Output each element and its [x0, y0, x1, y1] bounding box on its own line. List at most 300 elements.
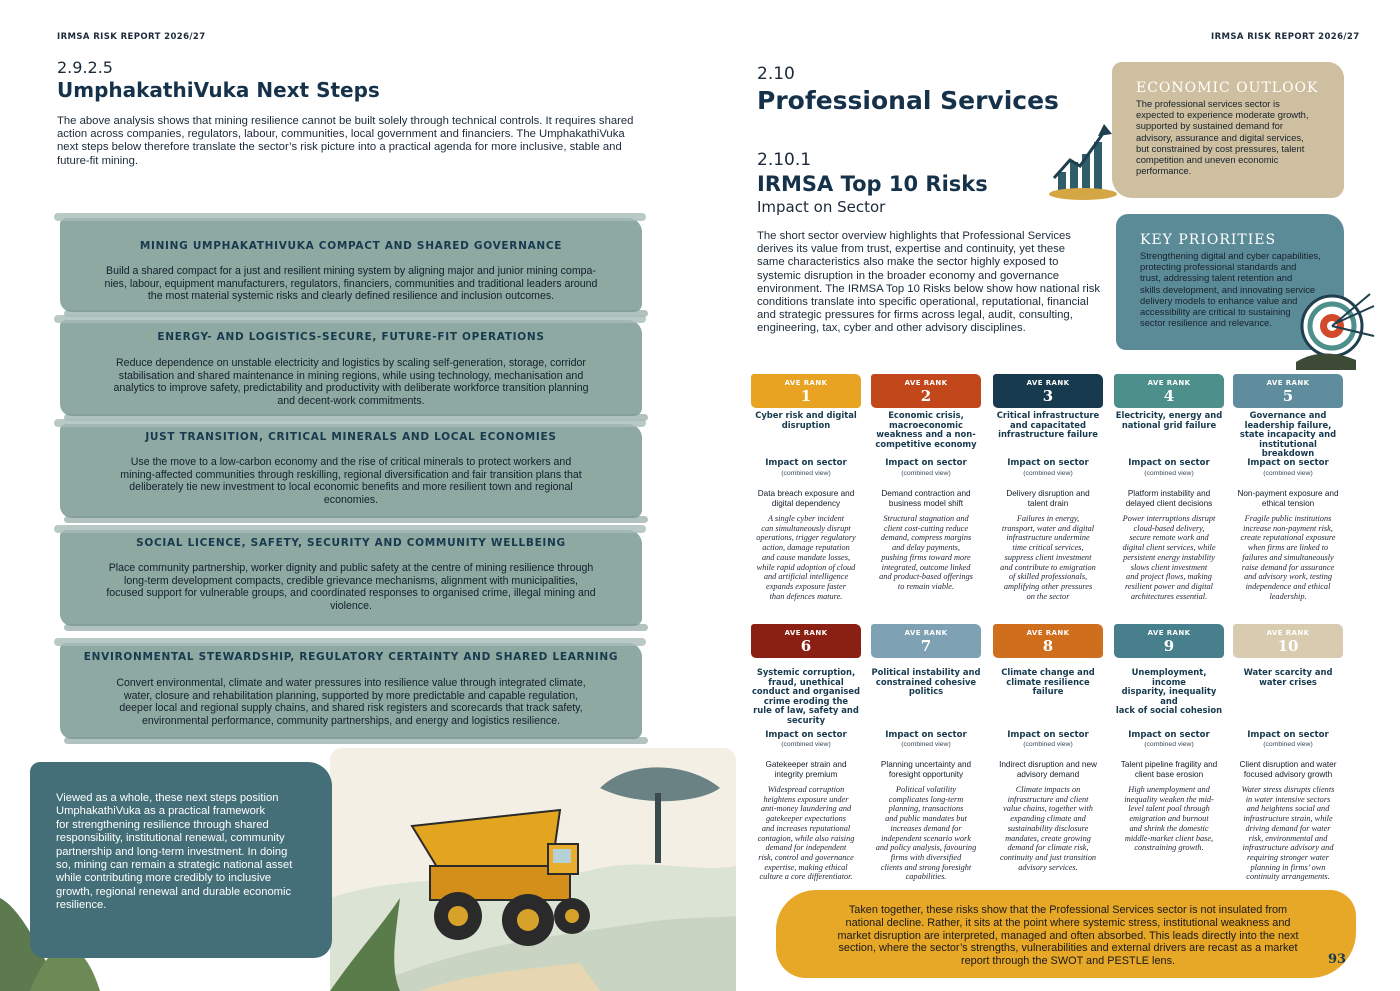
text-line: when firms are linked to	[1247, 543, 1329, 553]
text-line: expanding climate and	[1010, 814, 1086, 824]
impact-sublabel: (combined view)	[901, 470, 951, 477]
text-line: economies.	[323, 493, 379, 506]
text-line: and product-based offerings	[879, 572, 973, 582]
next-step-title: MINING UMPHAKATHIVUKA COMPACT AND SHARED GOVERNANCE	[139, 240, 563, 252]
risk-rank-7	[871, 624, 981, 882]
text-line: resilient power and digital	[1125, 581, 1213, 591]
text-line: requiring stronger water	[1247, 852, 1329, 862]
text-line: advisory, assurance and digital services,	[1136, 131, 1304, 143]
text-line: culture a core differentiator.	[759, 872, 853, 882]
text-line: Platform instability and	[1127, 489, 1211, 498]
text-line: violence.	[330, 599, 372, 612]
text-line: capabilities.	[905, 872, 947, 882]
text-line: persistent energy instability	[1123, 552, 1215, 562]
text-line: client cost-cutting reduce	[883, 523, 968, 533]
intro-line: derives its value from trust, expertise and continuity, yet these	[757, 243, 1066, 256]
rank-banner	[1233, 624, 1343, 658]
text-line: mandates, create growing	[1005, 833, 1091, 843]
closing-summary-box	[30, 762, 332, 958]
impact-description	[993, 514, 1103, 601]
text-line: increases demand for	[890, 823, 962, 833]
text-line: while contributing more credibly to inclusive	[56, 872, 272, 885]
risk-title	[751, 668, 861, 726]
impact-sublabel: (combined view)	[781, 470, 831, 477]
impact-title	[1233, 489, 1343, 508]
risk-rank-4	[1114, 374, 1224, 601]
text-line: constraining growth.	[1134, 843, 1204, 853]
rank-label: AVE RANK	[1026, 379, 1070, 387]
risk-rank-2	[871, 374, 981, 591]
text-line: mining-affected communities through reskilling, regional diversification and fair transition plans that	[120, 468, 582, 481]
text-line: UmphakathiVuka as a practical framework	[56, 805, 266, 818]
text-line: driving demand for water	[1245, 823, 1331, 833]
text-line: protecting professional standards and	[1140, 261, 1297, 273]
text-line: client base erosion	[1134, 769, 1204, 779]
text-line: competitive economy	[875, 438, 977, 449]
text-line: sustainability disclosure	[1007, 823, 1089, 833]
rank-banner	[751, 624, 861, 658]
rank-number: 1	[800, 387, 812, 405]
text-line: Water scarcity and	[1243, 667, 1333, 677]
risk-title	[1114, 668, 1224, 716]
text-line: time critical services,	[1012, 543, 1084, 553]
rank-banner	[871, 624, 981, 658]
text-line: fraud, unethical	[768, 676, 844, 687]
impact-title	[993, 760, 1103, 779]
text-line: and capacitated	[1010, 419, 1086, 430]
impact-label: Impact on sector	[1247, 730, 1329, 740]
impact-label: Impact on sector	[1128, 730, 1210, 740]
text-line: market disruption are interpreted, managed and often absorbed. This leads directly into the next	[837, 929, 1299, 942]
text-line: infrastructure strain, while	[1243, 814, 1333, 824]
text-line: rule of law, safety and	[753, 705, 859, 716]
text-line: sector resilience and relevance.	[1140, 317, 1272, 329]
rank-banner	[1233, 374, 1343, 408]
impact-title	[871, 760, 981, 779]
impact-description	[1114, 785, 1224, 853]
economic-outlook-heading: ECONOMIC OUTLOOK	[1136, 80, 1319, 96]
text-line: amplifying other pressures	[1003, 581, 1093, 591]
text-line: climate resilience	[1006, 676, 1090, 687]
impact-title	[871, 489, 981, 508]
intro-paragraph	[757, 230, 1107, 336]
next-step-title: ENVIRONMENTAL STEWARDSHIP, REGULATORY CERTAINTY AND SHARED LEARNING	[83, 651, 619, 663]
text-line: politics	[908, 686, 944, 697]
impact-sublabel: (combined view)	[1144, 470, 1194, 477]
rank-label: AVE RANK	[1147, 629, 1191, 637]
text-line: state incapacity and	[1239, 429, 1337, 440]
text-line: Unemployment, income	[1131, 667, 1207, 687]
text-line: value chains, together with	[1003, 804, 1093, 814]
text-line: skills development, and innovating service	[1140, 283, 1316, 295]
text-line: Climate change and	[1001, 667, 1095, 677]
text-line: analytics to improve safety, predictability and productivity with deliberate workforce transition planning	[113, 382, 589, 395]
text-line: infrastructure and client	[1007, 794, 1089, 804]
right-page	[700, 0, 1400, 991]
text-line: secure remote work and	[1129, 533, 1209, 543]
next-step-title: JUST TRANSITION, CRITICAL MINERALS AND LOCAL ECONOMIES	[145, 431, 557, 443]
risk-rank-10	[1233, 624, 1343, 882]
next-step-title: ENERGY- AND LOGISTICS-SECURE, FUTURE-FIT OPERATIONS	[157, 331, 545, 343]
text-line: Client disruption and water	[1239, 760, 1337, 769]
risk-title	[993, 411, 1103, 440]
impact-description	[1114, 514, 1224, 601]
text-line: expands exposure faster	[766, 581, 846, 591]
text-line: advisory demand	[1016, 769, 1080, 779]
impact-sublabel: (combined view)	[1144, 741, 1194, 748]
text-line: constrained cohesive	[875, 676, 977, 687]
rank-banner	[751, 374, 861, 408]
text-line: and heightens social and	[1246, 804, 1330, 814]
impact-sublabel: (combined view)	[781, 741, 831, 748]
text-line: architectures essential.	[1130, 591, 1208, 601]
text-line: integrated, outcome linked	[881, 562, 971, 572]
text-line: and project flows, making	[1126, 572, 1212, 582]
text-line: Structural stagnation and	[883, 514, 969, 523]
text-line: create reputational exposure	[1240, 533, 1336, 543]
text-line: deliberately tie new investment to local economic benefits and more resilient town and regional	[129, 481, 573, 494]
text-line: Gatekeeper strain and	[765, 760, 847, 769]
target-icon	[1296, 286, 1376, 370]
text-line: Demand contraction and	[881, 489, 971, 498]
risk-rank-5	[1233, 374, 1343, 601]
impact-description	[1233, 514, 1343, 601]
key-priorities-heading: KEY PRIORITIES	[1140, 232, 1277, 248]
text-line: Political volatility	[895, 785, 957, 794]
rank-banner	[871, 374, 981, 408]
impact-description	[1233, 785, 1343, 882]
impact-sublabel: (combined view)	[901, 741, 951, 748]
text-line: integrity premium	[774, 769, 838, 779]
text-line: complicates long-term	[888, 794, 964, 804]
text-line: demand for independent	[765, 843, 847, 853]
next-step-card	[60, 218, 642, 312]
text-line: on the sector	[1026, 591, 1070, 601]
text-line: institutional breakdown	[1259, 438, 1317, 459]
rank-label: AVE RANK	[784, 629, 828, 637]
text-line: continuity and just transition	[999, 852, 1097, 862]
text-line: planning, transactions	[888, 804, 964, 814]
text-line: lack of social cohesion	[1115, 705, 1223, 716]
text-line: macroeconomic	[889, 419, 963, 430]
text-line: water crises	[1259, 676, 1317, 687]
impact-label: Impact on sector	[1007, 730, 1089, 740]
rank-label: AVE RANK	[1266, 629, 1310, 637]
impact-title	[1114, 489, 1224, 508]
text-line: slows client investment	[1130, 562, 1208, 572]
intro-line: The above analysis shows that mining resilience cannot be built solely through technical controls. It requires shared	[57, 115, 634, 127]
subsection-number: 2.10.1	[757, 150, 812, 170]
text-line: and contribute to emigration	[1000, 562, 1096, 572]
text-line: expected to experience moderate growth,	[1136, 109, 1309, 121]
text-line: leadership.	[1269, 591, 1307, 601]
impact-sublabel: (combined view)	[1023, 470, 1073, 477]
risk-title	[871, 411, 981, 449]
text-line: than defences mature.	[769, 591, 843, 601]
text-line: partnership and long-term investment. In doing	[56, 845, 288, 858]
text-line: trust, addressing talent retention and	[1140, 272, 1293, 284]
text-line: while rapid adoption of cloud	[756, 562, 856, 572]
rank-number: 8	[1042, 637, 1054, 655]
text-line: Electricity, energy and	[1115, 410, 1223, 420]
text-line: infrastructure failure	[998, 429, 1098, 440]
growth-arrow-icon	[1048, 120, 1118, 200]
impact-description	[871, 514, 981, 592]
text-line: focused advisory growth	[1243, 769, 1333, 779]
impact-description	[993, 785, 1103, 872]
text-line: operations, trigger regulatory	[756, 533, 856, 543]
text-line: Failures in energy,	[1016, 514, 1080, 523]
text-line: planning in firms’ own	[1250, 862, 1326, 872]
rank-number: 10	[1277, 637, 1299, 655]
text-line: and public mandates but	[885, 814, 967, 824]
text-line: contagion, while also raising	[757, 833, 855, 843]
text-line: responsibility, institutional renewal, community	[56, 832, 285, 845]
impact-title	[751, 489, 861, 508]
text-line: Governance and	[1249, 410, 1327, 420]
text-line: Place community partnership, worker dignity and public safety at the centre of mining resilience through	[108, 562, 594, 574]
text-line: advisory services.	[1018, 862, 1078, 872]
text-line: talent drain	[1027, 498, 1069, 508]
text-line: report through the SWOT and PESTLE lens.	[960, 955, 1176, 968]
text-line: transport, water and digital	[1001, 523, 1095, 533]
page-number: 93	[1328, 952, 1347, 967]
impact-title	[751, 760, 861, 779]
impact-description	[751, 514, 861, 601]
intro-line: same characteristics also make the sector highly exposed to	[757, 256, 1059, 269]
text-line: growth, regional renewal and durable economic	[56, 885, 292, 898]
text-line: Cyber risk and digital	[755, 410, 857, 420]
next-step-text	[86, 456, 616, 506]
text-line: accessibility are critical to sustaining	[1140, 306, 1291, 318]
text-line: anti-money laundering and	[760, 804, 852, 814]
text-line: High unemployment and	[1128, 785, 1210, 794]
text-line: Widespread corruption	[767, 785, 845, 794]
text-line: Fragile public institutions	[1244, 514, 1332, 523]
next-step-card	[60, 530, 642, 626]
text-line: Talent pipeline fragility and	[1120, 760, 1218, 769]
text-line: emigration and burnout	[1129, 814, 1209, 824]
text-line: independent scenario work	[881, 833, 971, 843]
text-line: raise demand for assurance	[1241, 562, 1335, 572]
text-line: competition and uneven economic	[1136, 154, 1279, 166]
text-line: Critical infrastructure	[996, 410, 1100, 420]
text-line: digital dependency	[771, 498, 841, 508]
text-line: of skilled professionals,	[1008, 572, 1088, 582]
next-step-text	[86, 357, 616, 407]
text-line: and delay payments,	[892, 543, 960, 553]
subsection-subtitle: Impact on Sector	[757, 198, 886, 216]
text-line: Water stress disrupts clients	[1241, 785, 1335, 794]
closing-summary-text	[56, 792, 306, 913]
rank-number: 4	[1163, 387, 1175, 405]
text-line: and decent-work commitments.	[277, 394, 425, 407]
impact-label: Impact on sector	[1247, 458, 1329, 468]
text-line: ethical tension	[1261, 498, 1315, 508]
impact-sublabel: (combined view)	[1023, 741, 1073, 748]
text-line: conduct and organised	[751, 686, 861, 697]
text-line: cloud-based delivery,	[1133, 523, 1205, 533]
text-line: clients and strong foresight	[880, 862, 972, 872]
text-line: firms with diversified	[890, 852, 962, 862]
text-line: Data breach exposure and	[757, 489, 855, 498]
rank-label: AVE RANK	[904, 629, 948, 637]
next-step-text	[86, 562, 616, 612]
text-line: focused support for vulnerable groups, and coordinated responses to organised crime, illegal mining and	[106, 587, 596, 600]
next-step-card	[60, 424, 642, 518]
risk-title	[751, 411, 861, 430]
text-line: crime eroding the	[763, 695, 849, 706]
rank-banner	[1114, 624, 1224, 658]
text-line: Delivery disruption and	[1006, 489, 1090, 498]
intro-line: future-fit mining.	[57, 154, 138, 167]
text-line: the most material systemic risks and clearly defined resilience and inclusion outcomes.	[147, 290, 555, 303]
risk-rank-6	[751, 624, 861, 882]
text-line: security	[786, 714, 826, 725]
text-line: Viewed as a whole, these next steps position	[56, 792, 279, 804]
rank-number: 7	[920, 637, 932, 655]
text-line: long-term development compacts, credible grievance mechanisms, alignment with municipalities,	[124, 574, 578, 587]
text-line: Non-payment exposure and	[1237, 489, 1339, 498]
risk-rank-9	[1114, 624, 1224, 853]
running-head: IRMSA RISK REPORT 2026/27	[1211, 32, 1360, 42]
text-line: business model shift	[888, 498, 964, 508]
text-line: so, mining can remain a strategic national asset	[56, 859, 293, 872]
intro-paragraph	[57, 115, 657, 168]
text-line: and increases reputational	[761, 823, 851, 833]
impact-label: Impact on sector	[1128, 458, 1210, 468]
text-line: Political instability and	[871, 667, 981, 677]
text-line: failure	[1032, 686, 1064, 697]
text-line: in water intensive sectors	[1245, 794, 1331, 804]
text-line: and policy analysis, favouring	[875, 843, 977, 853]
text-line: national decline. Rather, it sits at the point where systemic stress, institutional weakness and	[845, 916, 1291, 929]
impact-sublabel: (combined view)	[1263, 470, 1313, 477]
text-line: risk, control and governance	[758, 852, 854, 862]
rank-banner	[993, 374, 1103, 408]
next-step-text	[86, 677, 616, 727]
text-line: Reduce dependence on unstable electricity and logistics by scaling self-generation, storage, corridor	[116, 357, 586, 369]
text-line: inequality weaken the mid-	[1124, 794, 1214, 804]
text-line: for strengthening resilience through shared	[56, 818, 269, 831]
text-line: and advisory work, testing	[1243, 572, 1333, 582]
rank-label: AVE RANK	[1266, 379, 1310, 387]
section-title: UmphakathiVuka Next Steps	[57, 78, 380, 102]
risk-title	[993, 668, 1103, 697]
economic-outlook-text	[1136, 98, 1336, 176]
text-line: delayed client decisions	[1125, 498, 1213, 508]
text-line: The professional services sector is	[1136, 98, 1280, 109]
text-line: Taken together, these risks show that the Professional Services sector is not insulated from	[848, 904, 1288, 916]
text-line: leadership failure,	[1244, 419, 1332, 430]
section-title: Professional Services	[757, 86, 1059, 115]
intro-line: systemic disruption in the broader economy and governance	[757, 269, 1060, 282]
risk-rank-8	[993, 624, 1103, 872]
text-line: infrastructure advisory and	[1242, 843, 1334, 853]
next-step-card	[60, 643, 642, 739]
rank-label: AVE RANK	[784, 379, 828, 387]
text-line: pushing firms toward more	[881, 552, 971, 562]
text-line: demand for climate risk,	[1007, 843, 1089, 853]
risk-title	[1233, 668, 1343, 687]
text-line: delivery models to enhance value and	[1140, 294, 1298, 306]
text-line: disruption	[781, 419, 831, 430]
rank-banner	[993, 624, 1103, 658]
rank-number: 2	[920, 387, 932, 405]
text-line: expertise, making ethical	[764, 862, 848, 872]
impact-sublabel: (combined view)	[1263, 741, 1313, 748]
text-line: water, closure and rehabilitation planning, supported by more predictable and capable regulation,	[123, 689, 579, 702]
impact-label: Impact on sector	[885, 730, 967, 740]
text-line: weakness and a non-	[876, 429, 976, 440]
text-line: risk, environmental and	[1248, 833, 1328, 843]
text-line: supported by sustained demand for	[1136, 120, 1283, 132]
impact-title	[1114, 760, 1224, 779]
text-line: national grid failure	[1121, 419, 1217, 430]
next-step-card	[60, 320, 642, 416]
closing-summary-text	[818, 904, 1318, 968]
text-line: to remain viable.	[897, 581, 955, 591]
text-line: resilience.	[56, 899, 107, 912]
text-line: and shrink the domestic	[1129, 823, 1209, 833]
intro-line: action across companies, regulators, labour, communities, local government and financiers. The UmphakathiVuka	[57, 128, 625, 141]
section-number: 2.10	[757, 64, 795, 84]
text-line: stabilisation and shared maintenance in mining regions, while using technology, mechanisation and	[118, 369, 584, 382]
economic-outlook-card	[1112, 62, 1344, 198]
text-line: continuity arrangements.	[1246, 872, 1330, 882]
rank-label: AVE RANK	[904, 379, 948, 387]
running-head: IRMSA RISK REPORT 2026/27	[57, 32, 206, 42]
impact-label: Impact on sector	[1007, 458, 1089, 468]
text-line: can simultaneously disrupt	[761, 523, 851, 533]
text-line: independence and ethical	[1245, 581, 1331, 591]
text-line: gatekeeper expectations	[766, 814, 846, 824]
intro-line: The short sector overview highlights that Professional Services	[757, 230, 1071, 242]
impact-description	[751, 785, 861, 882]
text-line: Climate impacts on	[1015, 785, 1081, 794]
text-line: heightens exposure under	[763, 794, 849, 804]
risk-title	[871, 668, 981, 697]
next-step-title: SOCIAL LICENCE, SAFETY, SECURITY AND COMMUNITY WELLBEING	[136, 537, 566, 549]
text-line: disparity, inequality and	[1121, 686, 1217, 706]
closing-summary-band	[776, 890, 1356, 978]
text-line: performance.	[1136, 165, 1192, 177]
risk-title	[1233, 411, 1343, 459]
impact-title	[1233, 760, 1343, 779]
impact-label: Impact on sector	[885, 458, 967, 468]
text-line: A single cyber incident	[767, 514, 845, 523]
rank-number: 9	[1163, 637, 1175, 655]
section-number: 2.9.2.5	[57, 58, 113, 77]
rank-number: 3	[1042, 387, 1054, 405]
text-line: increase non-payment risk,	[1243, 523, 1333, 533]
risk-rank-1	[751, 374, 861, 601]
risk-rank-3	[993, 374, 1103, 601]
rank-number: 5	[1282, 387, 1294, 405]
text-line: Systemic corruption,	[756, 667, 856, 677]
text-line: foresight opportunity	[888, 769, 964, 779]
text-line: Power interruptions disrupt	[1122, 514, 1216, 523]
next-step-text	[86, 265, 616, 303]
impact-title	[993, 489, 1103, 508]
text-line: demand, compress margins	[880, 533, 972, 543]
rank-label: AVE RANK	[1026, 629, 1070, 637]
text-line: action, damage reputation	[762, 543, 850, 553]
intro-line: conditions translate into specific operational, reputational, financial	[757, 296, 1089, 309]
text-line: digital client services, while	[1122, 543, 1216, 553]
text-line: and cause mandate losses,	[761, 552, 851, 562]
risk-title	[1114, 411, 1224, 430]
